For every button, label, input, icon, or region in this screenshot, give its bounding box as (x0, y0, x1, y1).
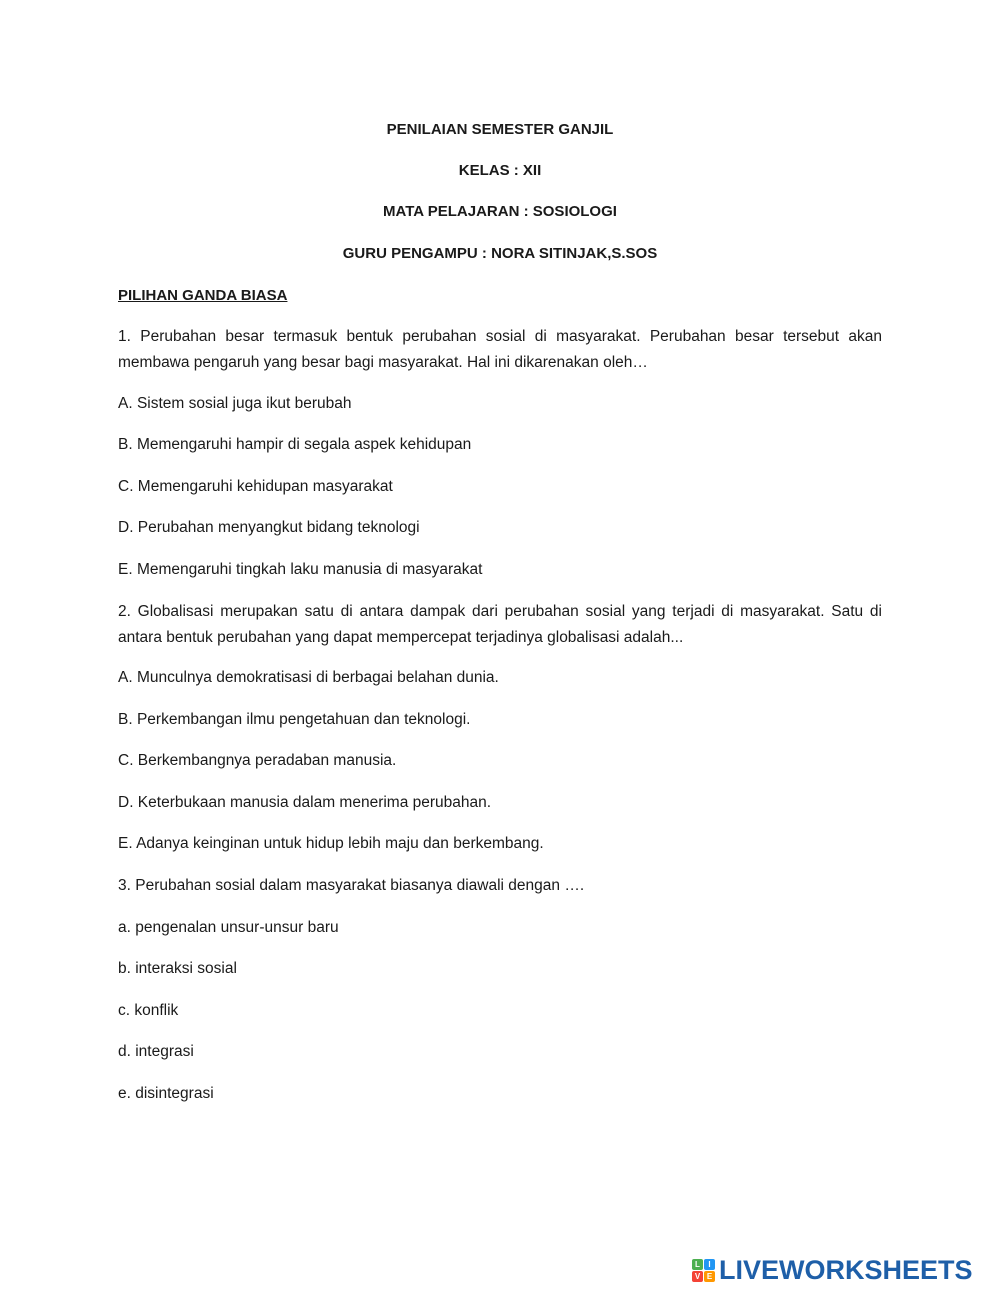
page-title: PENILAIAN SEMESTER GANJIL (386, 121, 614, 138)
question-2-option-a: A. Munculnya demokratisasi di berbagai belahan dunia. (118, 669, 499, 686)
logo-tile: L (692, 1259, 703, 1270)
teacher-label: GURU PENGAMPU : NORA SITINJAK,S.SOS (342, 245, 658, 262)
question-1-text: 1. Perubahan besar termasuk bentuk perubahan sosial di masyarakat. Perubahan besar tersebut akan membawa pengaruh yang besar bagi masyarakat. Hal ini dikarenakan oleh… (118, 328, 882, 371)
question-1-option-a: A. Sistem sosial juga ikut berubah (118, 395, 352, 412)
liveworksheets-logo (692, 1254, 973, 1286)
question-1-option-b: B. Memengaruhi hampir di segala aspek kehidupan (118, 436, 472, 453)
logo-tile: I (704, 1259, 715, 1270)
question-3-option-e: e. disintegrasi (118, 1085, 214, 1102)
question-1-option-c: C. Memengaruhi kehidupan masyarakat (118, 478, 393, 495)
question-2-option-e: E. Adanya keinginan untuk hidup lebih maju dan berkembang. (118, 835, 544, 852)
question-1-option-d: D. Perubahan menyangkut bidang teknologi (118, 519, 420, 536)
question-2-option-c: C. Berkembangnya peradaban manusia. (118, 752, 397, 769)
question-3-text: 3. Perubahan sosial dalam masyarakat biasanya diawali dengan …. (118, 877, 585, 894)
logo-tile: E (704, 1271, 715, 1282)
logo-text: LIVEWORKSHEETS (719, 1255, 973, 1285)
question-3-option-b: b. interaksi sosial (118, 960, 237, 977)
logo-grid-icon (692, 1259, 715, 1282)
class-label: KELAS : XII (458, 162, 542, 179)
section-title: PILIHAN GANDA BIASA (118, 287, 288, 304)
question-1-option-e: E. Memengaruhi tingkah laku manusia di masyarakat (118, 561, 483, 578)
question-2-option-d: D. Keterbukaan manusia dalam menerima perubahan. (118, 794, 492, 811)
logo-tile: V (692, 1271, 703, 1282)
question-2-text: 2. Globalisasi merupakan satu di antara dampak dari perubahan sosial yang terjadi di masyarakat. Satu di antara bentuk perubahan yang dapat mempercepat terjadinya globalisasi adalah... (118, 603, 882, 646)
question-3-option-d: d. integrasi (118, 1043, 194, 1060)
question-3-option-c: c. konflik (118, 1002, 179, 1019)
subject-label: MATA PELAJARAN : SOSIOLOGI (383, 203, 617, 220)
question-2-option-b: B. Perkembangan ilmu pengetahuan dan teknologi. (118, 711, 471, 728)
question-3-option-a: a. pengenalan unsur-unsur baru (118, 919, 339, 936)
